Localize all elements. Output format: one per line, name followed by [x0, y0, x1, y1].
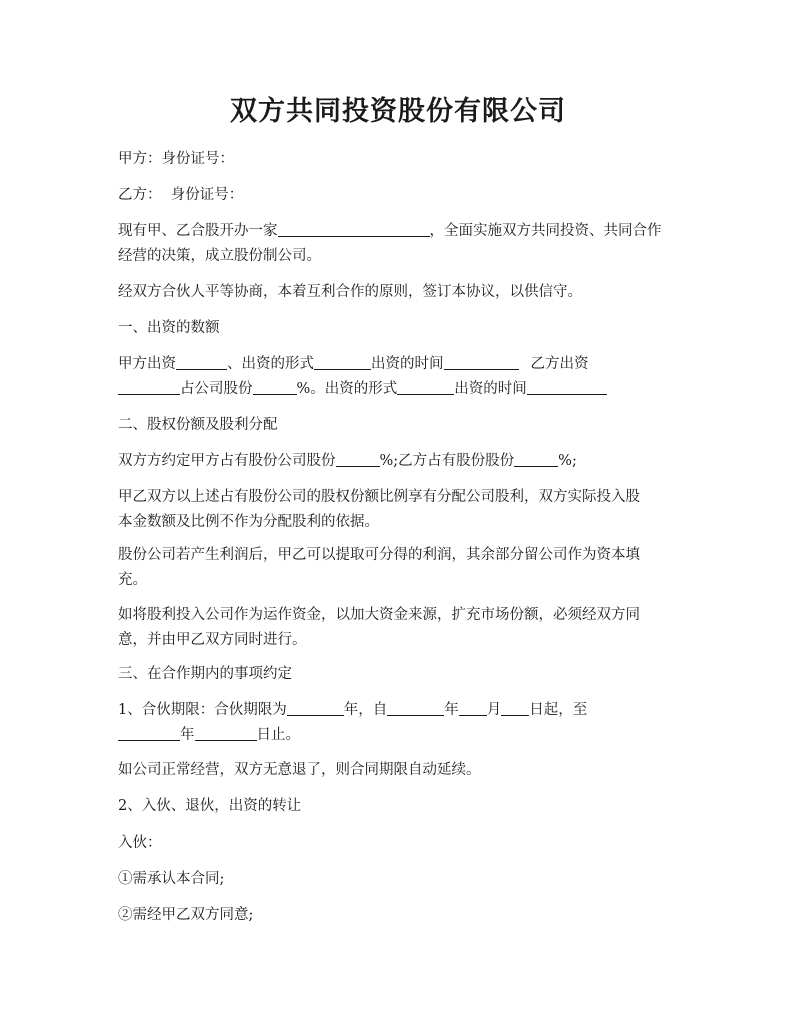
term-line-2	[118, 723, 688, 748]
document-title: 双方共同投资股份有限公司	[230, 96, 566, 127]
party-b-form-blank	[397, 378, 454, 395]
sec1-text-a: 甲方出资	[118, 356, 176, 372]
intro-line-1	[118, 219, 688, 244]
consult-paragraph: 经双方合伙人平等协商，本着互利合作的原则，签订本协议，以供信守。	[118, 284, 582, 300]
party-a-form-blank	[314, 353, 371, 370]
sec2-text-b: %;乙方占有股份股份	[379, 453, 515, 469]
start-month-blank	[459, 699, 487, 716]
reinvest-line-1: 如将股利投入公司作为运作资金，以加大资金来源，扩充市场份额，必须经双方同	[118, 607, 640, 623]
intro-line-2: 经营的决策，成立股份制公司。	[118, 248, 321, 264]
sec1-text-d: 乙方出资	[530, 356, 589, 372]
sec1-text-b: 、出资的形式	[227, 356, 314, 372]
party-b-amount-blank	[118, 378, 180, 395]
company-name-blank	[278, 220, 430, 237]
intro-text-2: ，全面实施双方共同投资、共同合作	[429, 223, 662, 239]
sec1-text-e: 占公司股份	[180, 381, 253, 397]
term-text-e: 日起，至	[529, 702, 588, 718]
party-b-time-blank	[527, 378, 607, 395]
dividend-basis-line-1: 甲乙双方以上述占有股份公司的股权份额比例享有分配公司股利，双方实际投入股	[118, 489, 640, 505]
party-a-amount-blank	[176, 353, 227, 370]
term-paragraph	[118, 698, 688, 748]
party-a-time-blank	[444, 353, 519, 370]
section-2-heading: 二、股权份额及股利分配	[118, 417, 278, 433]
party-b-share-blank	[253, 378, 297, 395]
section-1-paragraph	[118, 352, 688, 402]
share-ratio-line	[118, 449, 688, 474]
party-a-line: 甲方：身份证号：	[118, 151, 234, 167]
party-b-share-ratio-blank	[514, 450, 558, 467]
term-text-a: 1、合伙期限：合伙期限为	[118, 702, 287, 718]
sec2-text-a: 双方方约定甲方占有股份公司股份	[118, 453, 336, 469]
join-condition-2: ②需经甲乙双方同意;	[118, 907, 254, 923]
profit-paragraph	[118, 543, 688, 593]
intro-paragraph	[118, 219, 688, 269]
reinvest-paragraph	[118, 603, 688, 653]
section-1-line-2	[118, 377, 688, 402]
intro-text-1: 现有甲、乙合股开办一家	[118, 223, 278, 239]
term-line-1	[118, 698, 688, 723]
section-1-line-1	[118, 352, 688, 377]
profit-line-1: 股份公司若产生利润后，甲乙可以提取可分得的利润，其余部分留公司作为资本填	[118, 547, 640, 563]
term-years-blank	[287, 699, 344, 716]
join-heading: 入伙：	[118, 835, 162, 851]
profit-line-2: 充。	[118, 572, 147, 588]
term-text-c: 年	[444, 702, 459, 718]
term-text-b: 年，自	[343, 702, 388, 718]
auto-extend-line: 如公司正常经营，双方无意退了，则合同期限自动延续。	[118, 762, 481, 778]
section-1-heading: 一、出资的数额	[118, 320, 220, 336]
sec1-text-c: 出资的时间	[371, 356, 444, 372]
reinvest-line-2: 意，并由甲乙双方同时进行。	[118, 632, 307, 648]
dividend-basis-paragraph	[118, 485, 688, 535]
start-day-blank	[501, 699, 529, 716]
sec2-text-c: %;	[558, 453, 577, 469]
start-year-blank	[387, 699, 444, 716]
term-text-g: 日止。	[256, 727, 300, 743]
sec1-text-g: 出资的时间	[454, 381, 527, 397]
item-2-heading: 2、入伙、退伙，出资的转让	[118, 798, 302, 814]
party-b-line: 乙方： 身份证号：	[118, 187, 244, 203]
section-3-heading: 三、在合作期内的事项约定	[118, 666, 292, 682]
end-year-blank	[118, 724, 180, 741]
party-a-share-blank	[336, 450, 380, 467]
end-date-blank	[195, 724, 257, 741]
term-text-f: 年	[180, 727, 195, 743]
sec1-text-f: %。出资的形式	[296, 381, 398, 397]
join-condition-1: ①需承认本合同;	[118, 871, 225, 887]
term-text-d: 月	[486, 702, 502, 718]
dividend-basis-line-2: 本金数额及比例不作为分配股利的依据。	[118, 514, 379, 530]
